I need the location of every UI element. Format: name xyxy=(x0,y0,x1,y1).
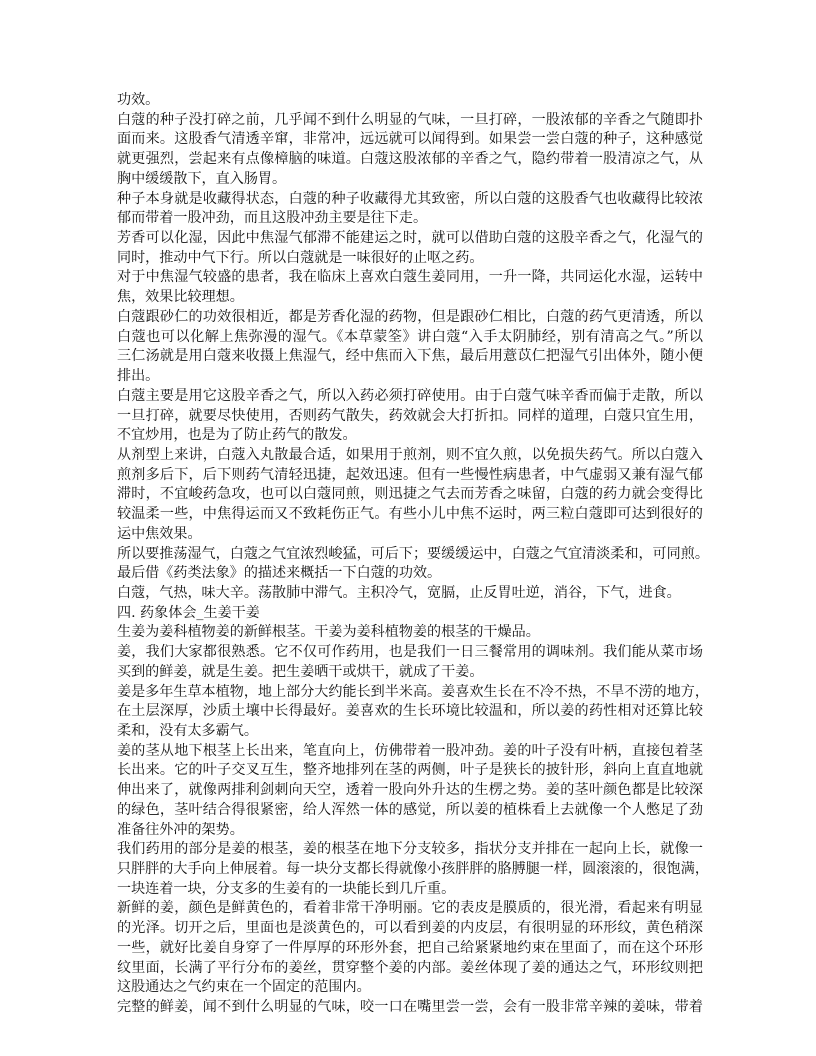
paragraph xyxy=(117,623,703,643)
text-line: 一块连着一块，分支多的生姜有的一块能长到几斤重。 xyxy=(117,880,456,897)
text-line: 白蔻的种子没打碎之前，几乎闻不到什么明显的气味，一旦打碎，一股浓郁的辛香之气随即扑 xyxy=(117,111,703,128)
text-line: 三仁汤就是用白蔻来收摄上焦湿气，经中焦而入下焦，最后用薏苡仁把湿气引出体外，随小便 xyxy=(117,348,703,365)
paragraph xyxy=(117,190,703,229)
text-line: 排出。 xyxy=(117,368,160,385)
paragraph xyxy=(117,268,703,307)
text-line: 从剂型上来讲，白蔻入丸散最合适，如果用于煎剂，则不宜久煎，以免损失药气。所以白蔻入 xyxy=(117,446,703,463)
text-line: 柔和，没有太多霸气。 xyxy=(117,723,258,739)
text-line: 一旦打碎，就要尽快使用，否则药气散失，药效就会大打折扣。同样的道理，白蔻只宜生用， xyxy=(117,407,703,424)
text-line: 完整的鲜姜，闻不到什么明显的气味，咬一口在嘴里尝一尝，会有一股非常辛辣的姜味，带着 xyxy=(117,999,703,1016)
paragraph xyxy=(117,643,703,682)
paragraph xyxy=(117,387,703,446)
paragraph xyxy=(117,308,703,387)
text-line: 功效。 xyxy=(117,92,160,108)
section-heading xyxy=(117,604,703,624)
paragraph xyxy=(117,683,709,742)
text-line: 芳香可以化湿，因此中焦湿气郁滞不能建运之时，就可以借助白蔻的这股辛香之气，化湿气的 xyxy=(117,230,703,247)
text-line: 纹里面，长满了平行分布的姜丝，贯穿整个姜的内部。姜丝体现了姜的通达之气，环形纹则把 xyxy=(117,959,703,976)
text-line: 白蔻，气热，味大辛。荡散肺中滞气。主积冷气，宽膈，止反胃吐逆，消谷，下气，进食。 xyxy=(117,584,681,601)
text-line: 种子本身就是收藏得状态，白蔻的种子收藏得尤其致密，所以白蔻的这股香气也收藏得比较浓 xyxy=(117,190,703,207)
text-line: 就更强烈，尝起来有点像樟脑的味道。白蔻这股浓郁的辛香之气，隐约带着一股清凉之气，从 xyxy=(117,151,703,168)
paragraph xyxy=(117,111,703,190)
text-line: 胸中缓缓散下，直入肠胃。 xyxy=(117,170,287,187)
text-line: 一些，就好比姜自身穿了一件厚厚的环形外套，把自己给紧紧地约束在里面了，而在这个环形 xyxy=(117,939,703,956)
paragraph xyxy=(117,584,703,604)
text-line: 白蔻也可以化解上焦弥漫的湿气。《本草蒙筌》讲白蔻“入手太阴肺经，别有清高之气。”所以 xyxy=(117,328,703,345)
text-line: 姜的茎从地下根茎上长出来，笔直向上，仿佛带着一股冲劲。姜的叶子没有叶柄，直接包着茎 xyxy=(117,742,703,759)
paragraph xyxy=(117,998,703,1018)
text-line: 只胖胖的大手向上伸展着。每一块分支都长得就像小孩胖胖的胳膊腿一样，圆滚滚的，很饱满， xyxy=(117,861,709,878)
text-line: 姜，我们大家都很熟悉。它不仅可作药用，也是我们一日三餐常用的调味剂。我们能从菜市场 xyxy=(117,644,703,661)
text-line: 买到的鲜姜，就是生姜。把生姜晒干或烘干，就成了干姜。 xyxy=(117,663,484,680)
text-line: 准备往外冲的架势。 xyxy=(117,821,244,838)
text-line: 最后借《药类法象》的描述来概括一下白蔻的功效。 xyxy=(117,565,442,582)
text-line: 煎剂多后下，后下则药气清轻迅捷，起效迅速。但有一些慢性病患者，中气虚弱又兼有湿气郁 xyxy=(117,466,703,483)
paragraph xyxy=(117,91,703,111)
paragraph xyxy=(117,742,703,841)
text-line: 姜是多年生草本植物，地上部分大约能长到半米高。姜喜欢生长在不冷不热，不旱不涝的地方， xyxy=(117,683,709,700)
text-line: 生姜为姜科植物姜的新鲜根茎。干姜为姜科植物姜的根茎的干燥品。 xyxy=(117,624,540,641)
text-line: 在土层深厚，沙质土壤中长得最好。姜喜欢的生长环境比较温和，所以姜的药性相对还算比较 xyxy=(117,703,703,720)
text-line: 所以要推荡湿气，白蔻之气宜浓烈峻猛，可后下；要缓缓运中，白蔻之气宜清淡柔和，可同煎。 xyxy=(117,545,709,562)
text-line: 我们药用的部分是姜的根茎，姜的根茎在地下分支较多，指状分支并排在一起向上长，就像一 xyxy=(117,841,703,858)
paragraph xyxy=(117,446,703,545)
text-line: 较温柔一些，中焦得运而又不致耗伤正气。有些小儿中焦不运时，两三粒白蔻即可达到很好的 xyxy=(117,506,703,523)
text-line: 不宜炒用，也是为了防止药气的散发。 xyxy=(117,427,357,444)
text-line: 的绿色，茎叶结合得很紧密，给人浑然一体的感觉，所以姜的植株看上去就像一个人憋足了劲 xyxy=(117,801,703,818)
paragraph xyxy=(117,899,703,998)
text-line: 伸出来了，就像两排利剑刺向天空，透着一股向外升达的生楞之势。姜的茎叶颜色都是比较深 xyxy=(117,782,703,799)
text-line: 面而来。这股香气清透辛窜，非常冲，远远就可以闻得到。如果尝一尝白蔻的种子，这种感觉 xyxy=(117,131,703,148)
paragraph xyxy=(117,229,703,268)
text-line: 的光泽。切开之后，里面也是淡黄色的，可以看到姜的内皮层，有很明显的环形纹，黄色稍深 xyxy=(117,920,703,937)
text-line: 白蔻跟砂仁的功效很相近，都是芳香化湿的药物，但是跟砂仁相比，白蔻的药气更清透，所以 xyxy=(117,308,703,325)
document-body xyxy=(117,91,709,1018)
text-line: 运中焦效果。 xyxy=(117,525,202,542)
text-line: 对于中焦湿气较盛的患者，我在临床上喜欢白蔻生姜同用，一升一降，共同运化水湿，运转中 xyxy=(117,269,703,286)
text-line: 同时，推动中气下行。所以白蔻就是一味很好的止呕之药。 xyxy=(117,249,484,266)
text-line: 四. 药象体会_生姜干姜 xyxy=(117,604,260,621)
text-line: 郁而带着一股冲劲，而且这股冲劲主要是往下走。 xyxy=(117,210,428,227)
text-line: 长出来。它的叶子交叉互生，整齐地排列在茎的两侧，叶子是狭长的披针形，斜向上直直地就 xyxy=(117,762,703,779)
text-line: 滞时，不宜峻药急攻，也可以白蔻同煎，则迅捷之气去而芳香之味留，白蔻的药力就会变得比 xyxy=(117,486,703,503)
paragraph xyxy=(117,545,709,584)
text-line: 这股通达之气约束在一个固定的范围内。 xyxy=(117,979,371,996)
paragraph xyxy=(117,840,709,899)
text-line: 白蔻主要是用它这股辛香之气，所以入药必须打碎使用。由于白蔻气味辛香而偏于走散，所以 xyxy=(117,387,703,404)
text-line: 焦，效果比较理想。 xyxy=(117,289,244,306)
text-line: 新鲜的姜，颜色是鲜黄色的，看着非常干净明丽。它的表皮是膜质的，很光滑，看起来有明显 xyxy=(117,900,703,917)
